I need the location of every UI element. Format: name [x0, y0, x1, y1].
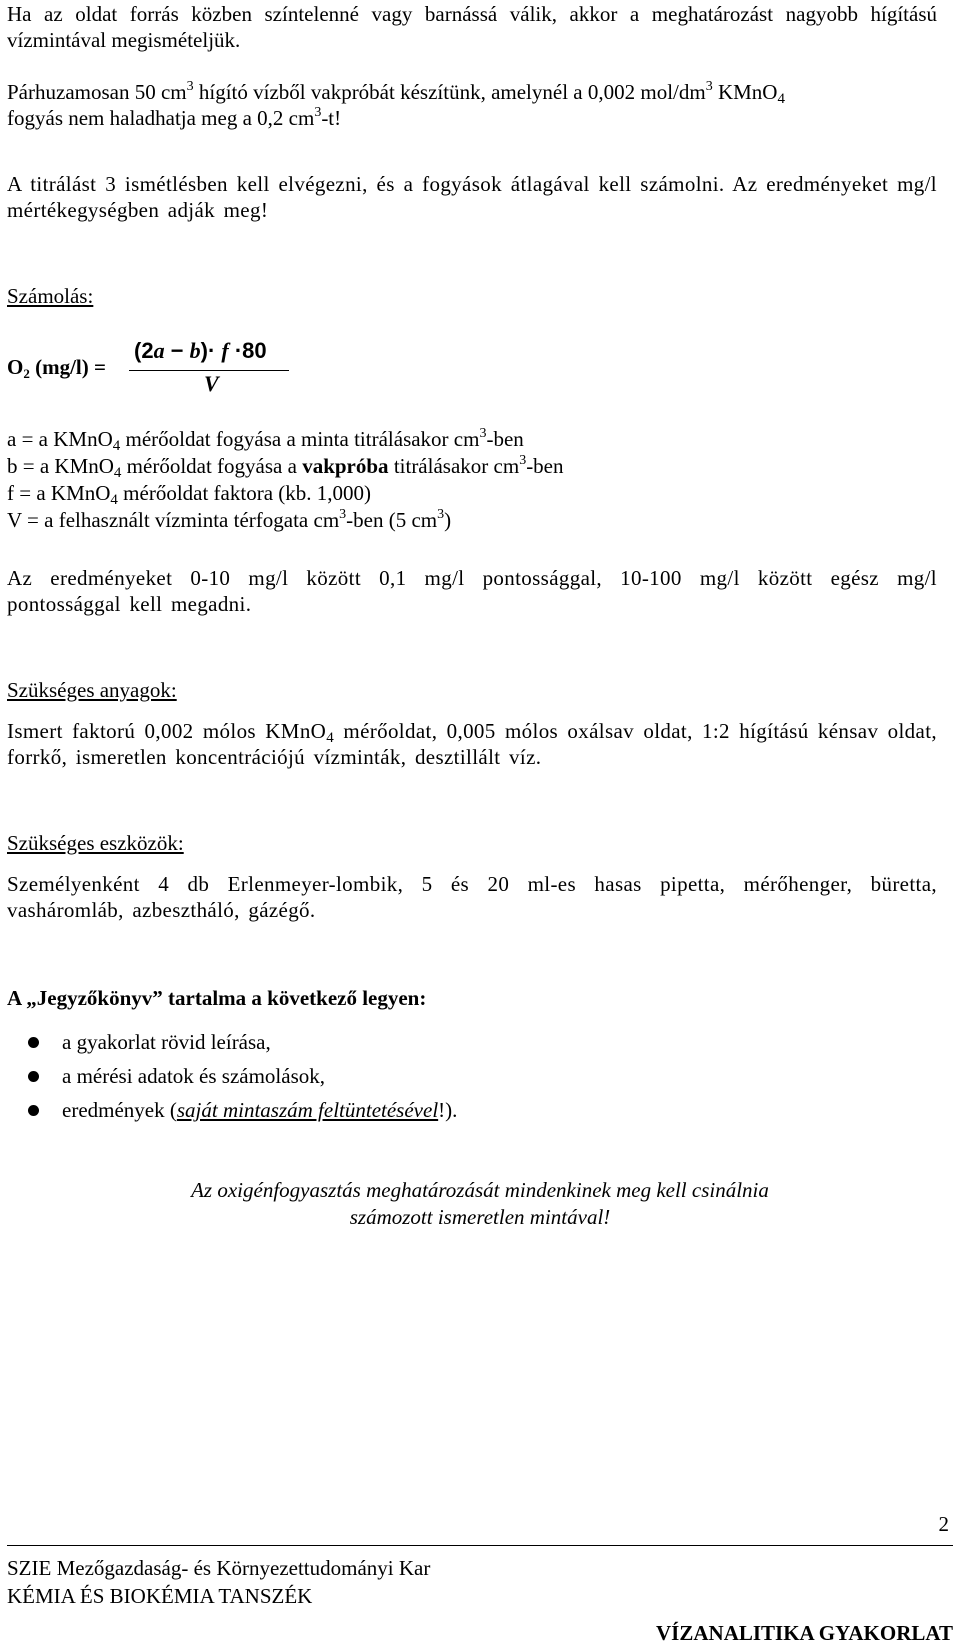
intro-text-boil: Ha az oldat forrás közben színtelenné vagy barnássá válik, akkor a meghatározást nagyobb hígítású vízmintával megismételjük. [7, 2, 937, 52]
sup-3: 3 [705, 79, 713, 94]
intro-paragraph-titration [7, 171, 937, 223]
materials-heading: Szükséges anyagok: [7, 678, 177, 702]
sub-4: 4 [112, 438, 121, 454]
report-item [7, 1063, 457, 1097]
num-var-a: a [153, 338, 165, 363]
materials-text: Ismert faktorú 0,002 mólos KMnO [7, 719, 327, 743]
tools-heading: Szükséges eszközök: [7, 831, 184, 855]
blank-text-2: hígító vízből vakpróbát készítünk, amelynél a 0,002 mol/dm [193, 80, 706, 104]
sub-4: 4 [326, 730, 335, 746]
def-f [7, 480, 937, 507]
def-text: titrálásakor cm [388, 454, 520, 478]
report-item-text: a gyakorlat rövid leírása, [62, 1030, 271, 1054]
footer-rule [7, 1545, 953, 1546]
tools-text: Személyenként 4 db Erlenmeyer-lombik, 5 és 20 ml-es hasas pipetta, mérőhenger, büretta, vasháromláb, azbesztháló, gázégő. [7, 872, 937, 922]
blank-text-4: fogyás nem haladhatja meg a 0,2 cm [7, 106, 315, 130]
formula-denominator: V [204, 371, 219, 396]
footer-course: VÍZANALITIKA GYAKORLAT [656, 1621, 953, 1645]
formula-unit: (mg/l) = [35, 355, 106, 379]
def-text: -ben [486, 427, 524, 451]
def-text: V = a felhasznált vízminta térfogata cm [7, 508, 340, 532]
report-item-text: eredmények ( [62, 1098, 177, 1122]
page-number: 2 [938, 1512, 949, 1536]
bullet-icon [28, 1037, 39, 1048]
def-v [7, 507, 937, 534]
sub-4: 4 [113, 465, 122, 481]
precision-text: Az eredményeket 0-10 mg/l között 0,1 mg/l pontossággal, 10-100 mg/l között egész mg/l pontossággal kell megadni. [7, 566, 937, 616]
bullet-icon [28, 1071, 39, 1082]
formula-lhs [7, 354, 106, 380]
sup-3: 3 [479, 426, 487, 441]
def-text: ) [444, 508, 452, 532]
blank-text-1: Párhuzamosan 50 cm [7, 80, 187, 104]
materials-text: mérőoldat, 0,005 mólos oxálsav oldat, 1:2 hígítású kénsav oldat, forrkő, ismeretlen koncentrációjú vízminták, desztillált víz. [7, 719, 937, 769]
def-text: -ben [526, 454, 564, 478]
num-80: ·80 [228, 338, 267, 363]
def-text: a = a KMnO [7, 427, 113, 451]
def-text: mérőoldat fogyása a [121, 454, 303, 478]
report-item-emphasis: saját mintaszám feltüntetésével [176, 1098, 439, 1122]
report-item-text: a mérési adatok és számolások, [62, 1064, 325, 1088]
num-var-f: f [221, 338, 229, 363]
num-minus: − [164, 338, 190, 363]
def-text: f = a KMnO [7, 481, 111, 505]
oxygen-formula [7, 340, 307, 400]
sub-4: 4 [110, 492, 118, 508]
calc-heading: Számolás: [7, 284, 94, 308]
def-a [7, 426, 937, 453]
closing-line-2: számozott ismeretlen mintával! [349, 1205, 611, 1229]
report-item-text: !). [438, 1098, 458, 1122]
report-list [7, 1029, 457, 1131]
footer-department: KÉMIA ÉS BIOKÉMIA TANSZÉK [7, 1584, 313, 1608]
sup-3: 3 [339, 507, 347, 522]
closing-line-1: Az oxigénfogyasztás meghatározását mindenkinek meg kell csinálnia [191, 1178, 769, 1202]
intro-paragraph-boil [7, 1, 937, 53]
num-part: )· [200, 338, 222, 363]
variable-definitions [7, 426, 937, 534]
formula-numerator [134, 338, 267, 364]
sup-3: 3 [519, 453, 527, 468]
num-var-b: b [189, 338, 201, 363]
report-heading: A „Jegyzőkönyv” tartalma a következő legyen: [7, 986, 427, 1010]
blank-text-3: KMnO [712, 80, 778, 104]
sup-3: 3 [437, 507, 445, 522]
def-text: mérőoldat fogyása a minta titrálásakor cm [120, 427, 480, 451]
sup-3: 3 [186, 79, 194, 94]
tools-paragraph [7, 871, 937, 923]
intro-paragraph-blank [7, 79, 937, 131]
def-bold: vakpróba [302, 454, 389, 478]
titration-text: A titrálást 3 ismétlésben kell elvégezni, és a fogyások átlagával kell számolni. Az eredményeket mg/l mértékegységben adják meg! [7, 172, 937, 222]
bullet-icon [28, 1105, 39, 1116]
materials-paragraph [7, 718, 937, 770]
def-text: mérőoldat faktora (kb. 1,000) [117, 481, 372, 505]
formula-o: O [7, 355, 24, 379]
def-text: b = a KMnO [7, 454, 114, 478]
sup-3: 3 [314, 105, 322, 120]
report-item [7, 1097, 457, 1131]
def-b [7, 453, 937, 480]
precision-paragraph [7, 565, 937, 617]
formula-sub-2: 2 [23, 366, 30, 381]
def-text: -ben (5 cm [346, 508, 438, 532]
footer-institution: SZIE Mezőgazdaság- és Környezettudományi Kar [7, 1556, 431, 1580]
blank-text-5: -t! [321, 106, 342, 130]
num-part: (2 [134, 338, 154, 363]
report-item [7, 1029, 457, 1063]
sub-4: 4 [777, 91, 785, 107]
